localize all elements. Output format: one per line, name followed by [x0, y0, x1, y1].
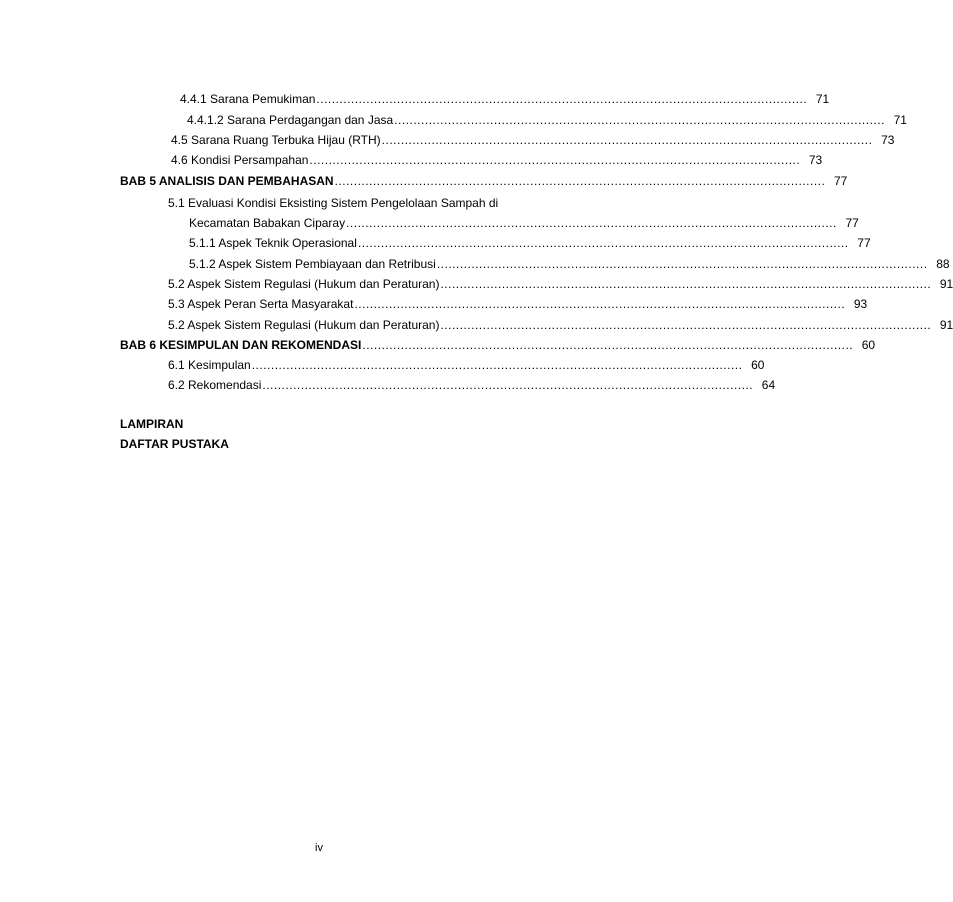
toc-entry-page: 77	[845, 216, 859, 230]
toc-entry[interactable]	[189, 257, 950, 271]
toc-leader-dots: ................................................................................................................................	[440, 318, 932, 332]
toc-entry-label: 5.2 Aspek Sistem Regulasi (Hukum dan Peraturan)	[168, 318, 440, 332]
toc-entry-page: 64	[761, 378, 776, 392]
toc-leader-dots: ................................................................................................................................	[357, 236, 849, 250]
toc-entry-label: 5.2 Aspek Sistem Regulasi (Hukum dan Peraturan)	[168, 277, 440, 291]
toc-leader-dots: ................................................................................................................................	[334, 174, 826, 188]
toc-chapter-entry[interactable]	[120, 174, 848, 188]
toc-entry-label: 5.1.2 Aspek Sistem Pembiayaan dan Retribusi	[189, 257, 436, 271]
toc-entry[interactable]	[171, 133, 895, 147]
toc-entry-label: 5.1 Evaluasi Kondisi Eksisting Sistem Pengelolaan Sampah di	[168, 196, 499, 210]
toc-entry-page: 60	[751, 358, 765, 372]
toc-entry-page: 77	[833, 174, 848, 188]
toc-entry[interactable]	[168, 378, 776, 392]
toc-entry-page: 60	[861, 338, 876, 352]
toc-leader-dots: ................................................................................................................................	[309, 153, 801, 167]
toc-leader-dots: ................................................................................................................................	[346, 216, 837, 230]
toc-entry-label: 6.2 Rekomendasi	[168, 378, 262, 392]
toc-leader-dots: ................................................................................................................................	[316, 92, 808, 106]
toc-entry-page: 73	[808, 153, 823, 167]
toc-chapter-label: BAB 6 KESIMPULAN DAN REKOMENDASI	[120, 338, 362, 352]
toc-entry[interactable]	[187, 113, 907, 127]
toc-entry[interactable]	[168, 277, 953, 291]
toc-chapter-entry[interactable]	[120, 338, 876, 352]
toc-entry[interactable]	[180, 92, 830, 106]
toc-bibliography-heading[interactable]: DAFTAR PUSTAKA	[120, 437, 229, 451]
page-number: iv	[315, 842, 323, 854]
toc-entry-page: 93	[853, 297, 868, 311]
toc-leader-dots: ................................................................................................................................	[381, 133, 873, 147]
toc-entry-page: 71	[893, 113, 907, 127]
toc-leader-dots: ................................................................................................................................	[394, 113, 885, 127]
toc-leader-dots: ................................................................................................................................	[251, 358, 743, 372]
toc-entry-page: 73	[881, 133, 895, 147]
toc-entry-label: 4.4.1.2 Sarana Perdagangan dan Jasa	[187, 113, 394, 127]
toc-entry-label: Kecamatan Babakan Ciparay	[189, 216, 346, 230]
toc-entry[interactable]	[189, 236, 871, 250]
toc-entry-page: 91	[939, 318, 953, 332]
toc-entry[interactable]	[168, 358, 765, 372]
toc-entry[interactable]	[171, 153, 823, 167]
toc-entry-label: 5.3 Aspek Peran Serta Masyarakat	[168, 297, 354, 311]
toc-leader-dots: ................................................................................................................................	[440, 277, 932, 291]
toc-entry[interactable]	[168, 297, 868, 311]
toc-entry-label: 4.4.1 Sarana Pemukiman	[180, 92, 316, 106]
toc-appendix-heading[interactable]: LAMPIRAN	[120, 417, 184, 431]
toc-leader-dots: ................................................................................................................................	[436, 257, 928, 271]
toc-entry[interactable]	[168, 318, 953, 332]
toc-entry[interactable]	[168, 196, 498, 210]
toc-entry-continuation[interactable]	[189, 216, 859, 230]
toc-entry-label: 4.5 Sarana Ruang Terbuka Hijau (RTH)	[171, 133, 381, 147]
toc-leader-dots: ................................................................................................................................	[262, 378, 754, 392]
toc-entry-page: 71	[815, 92, 830, 106]
toc-chapter-label: BAB 5 ANALISIS DAN PEMBAHASAN	[120, 174, 334, 188]
toc-entry-label: 4.6 Kondisi Persampahan	[171, 153, 309, 167]
toc-entry-page: 77	[857, 236, 871, 250]
toc-entry-label: 5.1.1 Aspek Teknik Operasional	[189, 236, 357, 250]
toc-leader-dots: ................................................................................................................................	[354, 297, 846, 311]
toc-entry-page: 88	[936, 257, 950, 271]
toc-entry-label: 6.1 Kesimpulan	[168, 358, 251, 372]
toc-entry-page: 91	[939, 277, 953, 291]
toc-leader-dots: ................................................................................................................................	[362, 338, 854, 352]
